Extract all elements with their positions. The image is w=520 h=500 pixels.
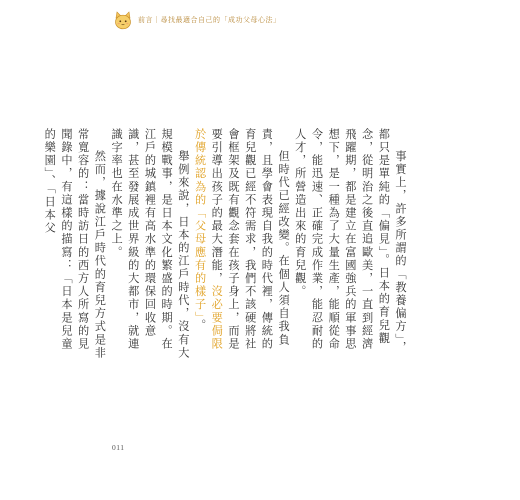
highlighted-phrase: 沒必要侷限於傳統認為的「父母應有的樣子」 bbox=[193, 128, 224, 351]
paragraph-1: 事實上，許多所謂的「教養偏方」，都只是單純的「偏見」。日本的育兒觀念，從明治之後直追歐美，一直到經濟飛躍期，都是建立在富國強兵的軍事思想下，是一種為了大量生產，能順從命令，能迅速、正確完成作業，能忍耐的人才，所營造出來的育兒觀。 bbox=[293, 128, 407, 355]
running-header bbox=[112, 8, 281, 32]
paragraph-2-text: 但時代已經改變。在個人須自我負責，且學會表現自我的時代裡，傳統的育兒觀已經不符需求，我們不該硬將社會框架及既有觀念套在孩子身上，而是要引導出孩子的最大潛能， bbox=[210, 128, 291, 351]
paragraph-3: 舉例來說，日本的江戶時代，沒有大規模戰事，是日本文化繁盛的時期。在江戶的城鎮裡有高水準的環保回收意識，甚至發展成世界級的大都市，就連識字率也在水準之上。 bbox=[110, 128, 190, 360]
header-title: 前言｜尋找最適合自己的「成功父母心法」 bbox=[138, 16, 281, 24]
paragraph-2 bbox=[191, 128, 291, 360]
paragraph-4: 然而，據說江戶時代的育兒方式是非常寬容的：當時訪日的西方人所寫的見聞錄中，有這樣的描寫：「日本是兒童的樂園」、「日本父 bbox=[43, 128, 107, 360]
vertical-body-text bbox=[43, 128, 408, 360]
mascot-icon bbox=[112, 9, 134, 31]
page-number: 011 bbox=[112, 443, 125, 452]
paragraph-2-end: 。 bbox=[193, 318, 207, 333]
